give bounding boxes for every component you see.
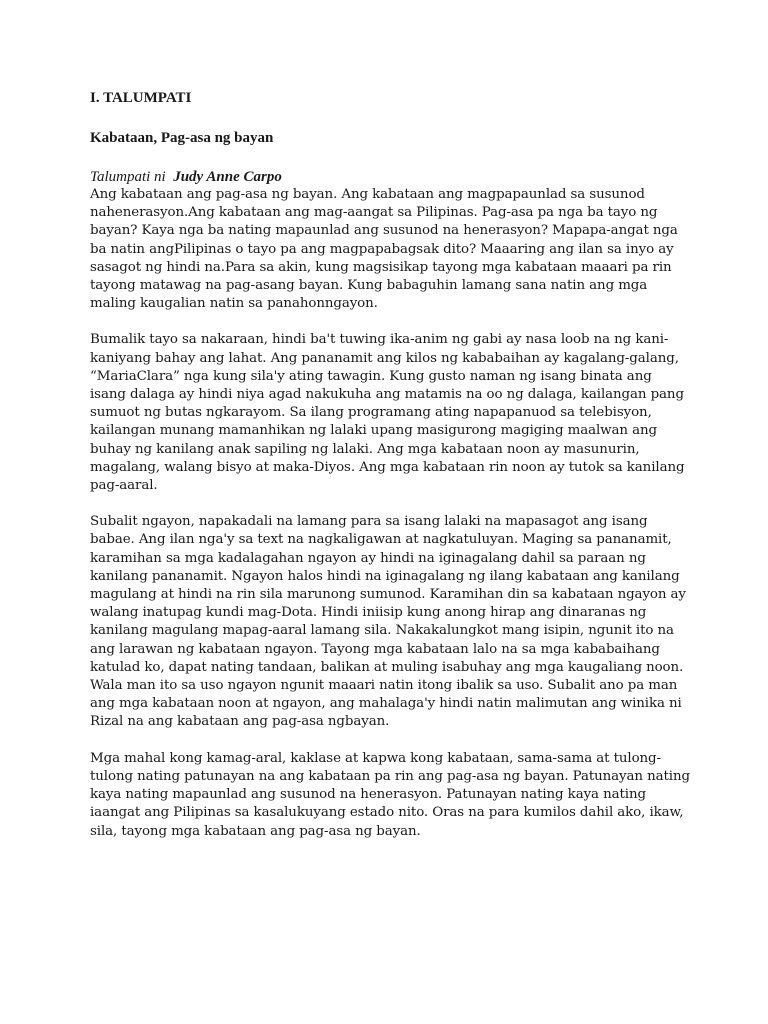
paragraph-4: Mga mahal kong kamag-aral, kaklase at kapwa kong kabataan, sama-sama at tulong-tulong nating patunayan na ang kabataan pa rin ang pag-asa ng bayan. Patunayan nating kaya nating mapaunlad ang susunod na henerasyon. Patunayan nating kaya nating iaangat ang Pilipinas sa kasalukuyang estado nito. Oras na para kumilos dahil ako, ikaw, sila, tayong mga kabataan ang pag-asa ng bayan. (90, 750, 690, 839)
paragraph-2: Bumalik tayo sa nakaraan, hindi ba't tuwing ika-anim ng gabi ay nasa loob na ng kani-kaniyang bahay ang lahat. Ang pananamit ang kilos ng kababaihan ay kagalang-galang, “MariaClara” nga kung sila'y ating tawagin. Kung gusto naman ng isang binata ang isang dalaga ay hindi niya agad nakukuha ang matamis na oo ng dalaga, kailangan pang sumuot ng butas ngkarayom. Sa ilang programang ating napapanuod sa telebisyon, kailangan munang mamanhikan ng lalaki upang masigurong magiging maalwan ang buhay ng kanilang anak sapiling ng lalaki. Ang mga kabataan noon ay masunurin, magalang, walang bisyo at maka-Diyos. Ang mga kabataan rin noon ay tutok sa kanilang pag-aaral. (90, 332, 685, 494)
byline (90, 168, 690, 186)
section-heading: I. TALUMPATI (90, 90, 192, 106)
paragraph-3: Subalit ngayon, napakadali na lamang para sa isang lalaki na mapasagot ang isang babae. Ang ilan nga'y sa text na nagkaligawan at nagkatuluyan. Maging sa pananamit, karamihan sa mga kadalagahan ngayon ay hindi na iginagalang dahil sa paraan ng kanilang pananamit. Ngayon halos hindi na iginagalang ng ilang kabataan ang kanilang magulang at hindi na rin sila marunong sumunod. Karamihan din sa kabataan ngayon ay walang inatupag kundi mag-Dota. Hindi iniisip kung anong hirap ang dinaranas ng kanilang magulang mapag-aaral lamang sila. Nakakalungkot mang isipin, ngunit ito na ang larawan ng kabataan ngayon. Tayong mga kabataan lalo na sa mga kababaihang katulad ko, dapat nating tandaan, balikan at muling isabuhay ang mga kaugaliang noon. Wala man ito sa uso ngayon ngunit maaari natin itong ibalik sa uso. Subalit ano pa man ang mga kabataan noon at ngayon, ang mahalaga'y hindi natin malimutan ang winika ni Rizal na ang kabataan ang pag-asa ngbayan. (90, 514, 686, 730)
document-page (90, 88, 690, 841)
byline-author: Judy Anne Carpo (173, 169, 282, 185)
speech-title: Kabataan, Pag-asa ng bayan (90, 130, 274, 146)
paragraph-1: Ang kabataan ang pag-asa ng bayan. Ang kabataan ang magpapaunlad sa susunod nahenerasyon.Ang kabataan ang mag-aangat sa Pilipinas. Pag-asa pa nga ba tayo ng bayan? Kaya nga ba nating mapaunlad ang susunod na henerasyon? Mapapa-angat nga ba natin angPilipinas o tayo pa ang magpapabagsak dito? Maaaring ang ilan sa inyo ay sasagot ng hindi na.Para sa akin, kung magsisikap tayong mga kabataan maaari pa rin tayong matawag na pag-asang bayan. Kung babaguhin lamang sana natin ang mga maling kaugalian natin sa panahonngayon. (90, 187, 678, 312)
byline-prefix: Talumpati ni (90, 169, 166, 185)
